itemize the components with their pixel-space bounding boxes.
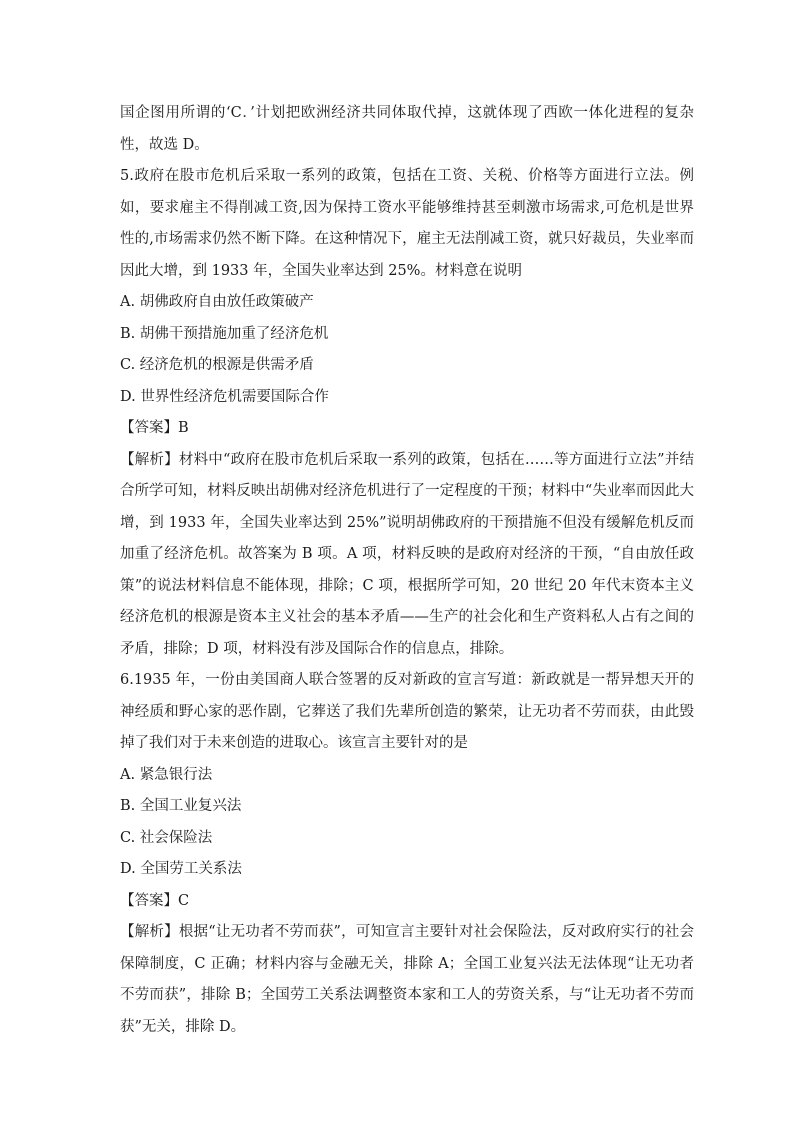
question-5-analysis: 【解析】材料中“政府在股市危机后采取一系列的政策，包括在……等方面进行立法”并结合所学可知，材料反映出胡佛对经济危机进行了一定程度的干预；材料中“失业率而因此大增，到 1933 年，全国失业率达到 25%”说明胡佛政府的干预措施不但没有缓解危机反而加重了经济危机。故答案为 B 项。A 项，材料反映的是政府对经济的干预，“自由放任政策”的说法材料信息不能体现，排除；C 项，根据所学可知，20 世纪 20 年代末资本主义经济危机的根源是资本主义社会的基本矛盾——生产的社会化和生产资料私人占有之间的矛盾，排除；D 项，材料没有涉及国际合作的信息点，排除。 xyxy=(120,451,694,657)
question-5-option-a: A. 胡佛政府自由放任政策破产 xyxy=(120,294,314,310)
question-6-answer: 【答案】C xyxy=(120,892,190,909)
question-5 xyxy=(120,161,694,665)
question-6-analysis: 【解析】根据“让无功者不劳而获”，可知宣言主要针对社会保险法，反对政府实行的社会保障制度，C 正确；材料内容与金融无关，排除 A；全国工业复兴法无法体现“让无功者不劳而获”，排除 B；全国劳工关系法调整资本家和工人的劳资关系，与“让无功者不劳而获”无关，排除 D。 xyxy=(120,924,694,1035)
question-6 xyxy=(120,665,694,1043)
question-5-answer: 【答案】B xyxy=(120,420,189,436)
question-5-option-b: B. 胡佛干预措施加重了经济危机 xyxy=(120,325,329,342)
question-5-option-d: D. 世界性经济危机需要国际合作 xyxy=(120,388,329,405)
question-6-option-d: D. 全国劳工关系法 xyxy=(120,861,242,877)
question-6-option-c: C. 社会保险法 xyxy=(120,829,213,846)
question-6-option-a: A. 紧急银行法 xyxy=(120,766,213,783)
question-5-stem: 5.政府在股市危机后采取一系列的政策，包括在工资、关税、价格等方面进行立法。例如，要求雇主不得削减工资,因为保持工资水平能够维持甚至刺激市场需求,可危机是世界性的,市场需求仍然不断下降。在这种情况下，雇主无法削减工资，就只好裁员，失业率而因此大增，到 1933 年，全国失业率达到 25%。材料意在说明 xyxy=(120,168,694,279)
question-5-option-c: C. 经济危机的根源是供需矛盾 xyxy=(120,357,314,373)
question-6-stem: 6.1935 年，一份由美国商人联合签署的反对新政的宣言写道：新政就是一帮异想天开的神经质和野心家的恶作剧，它葬送了我们先辈所创造的繁荣，让无功者不劳而获，由此毁掉了我们对于未来创造的进取心。该宣言主要针对的是 xyxy=(120,672,694,751)
question-6-option-b: B. 全国工业复兴法 xyxy=(120,798,242,814)
previous-analysis-continuation: 国企图用所谓的‘C．’计划把欧洲经济共同体取代掉，这就体现了西欧一体化进程的复杂性，故选 D。 xyxy=(120,105,694,153)
